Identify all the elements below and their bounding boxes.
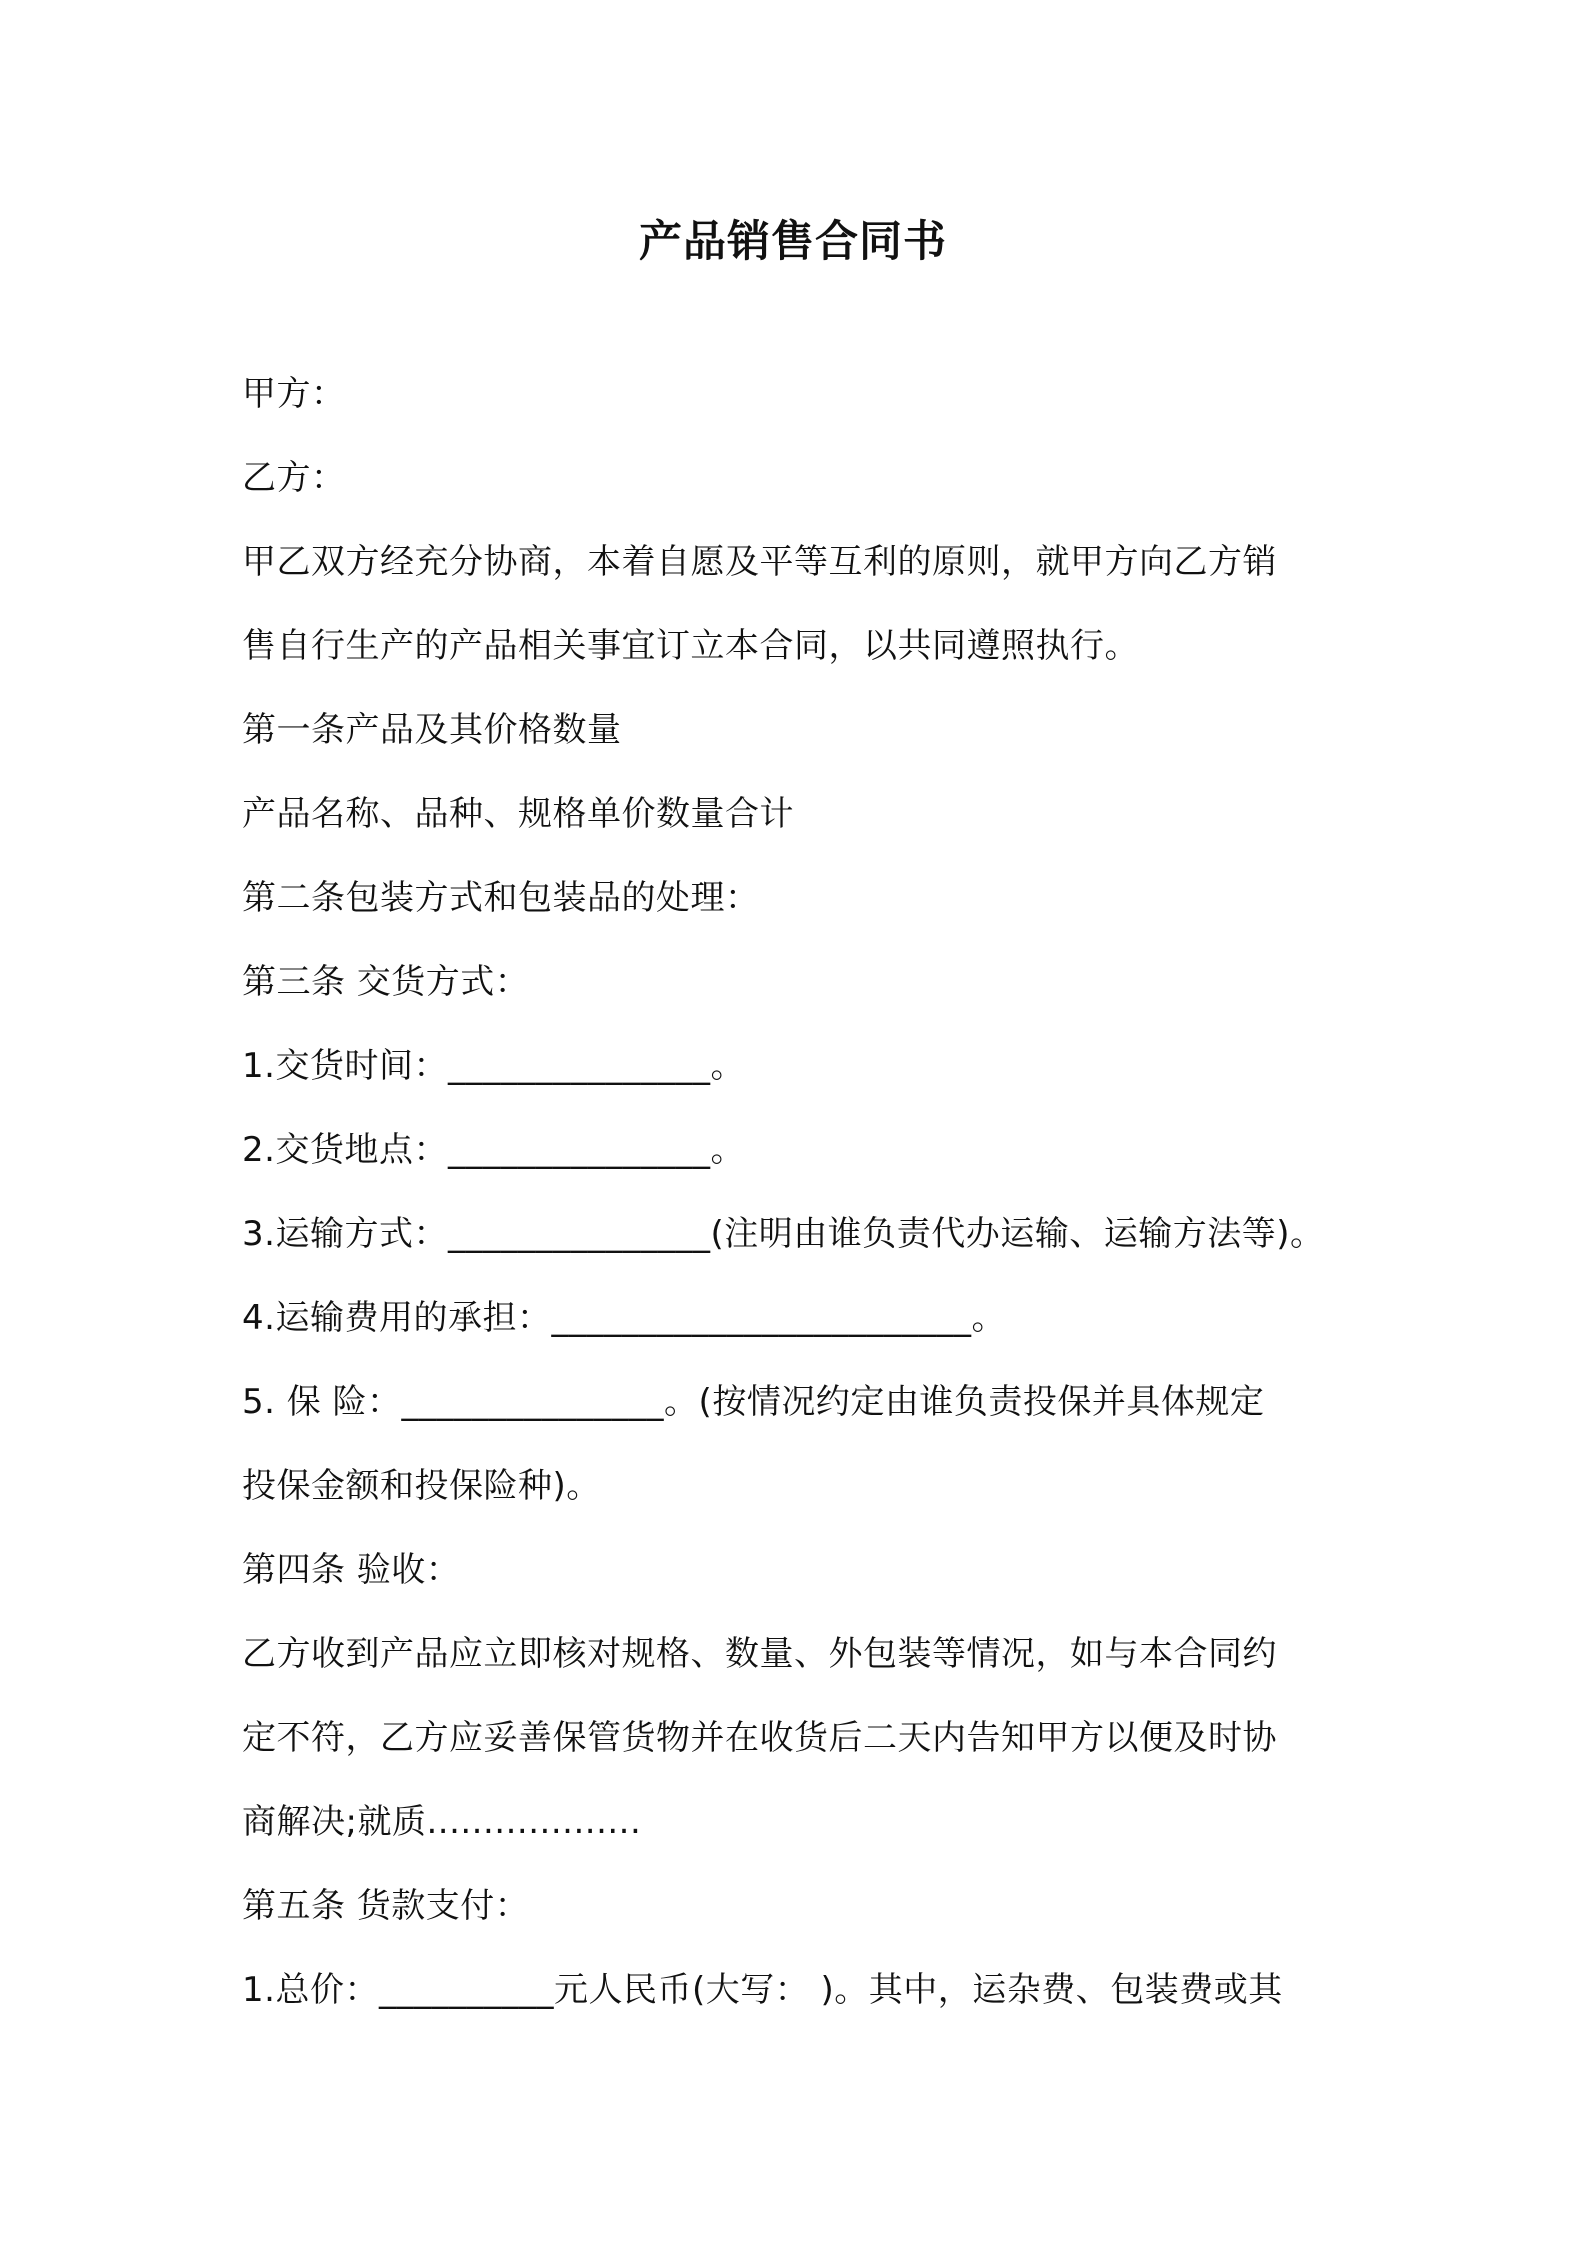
- insurance-line-2: 投保金额和投保险种)。: [242, 1466, 601, 1506]
- article-1-heading: 第一条产品及其价格数量: [242, 710, 622, 750]
- preamble-line-2: 售自行生产的产品相关事宜订立本合同，以共同遵照执行。: [242, 626, 1139, 666]
- acceptance-line-2: 定不符，乙方应妥善保管货物并在收货后二天内告知甲方以便及时协: [242, 1718, 1277, 1758]
- article-1-columns: 产品名称、品种、规格单价数量合计: [242, 794, 794, 834]
- article-4-heading: 第四条 验收：: [242, 1550, 461, 1590]
- article-3-heading: 第三条 交货方式：: [242, 962, 530, 1002]
- acceptance-line-1: 乙方收到产品应立即核对规格、数量、外包装等情况，如与本合同约: [242, 1634, 1277, 1674]
- preamble-line-1: 甲乙双方经充分协商，本着自愿及平等互利的原则，就甲方向乙方销: [242, 542, 1277, 582]
- party-a-line: 甲方：: [242, 374, 346, 414]
- delivery-place-line: 2.交货地点：_______________。: [242, 1130, 745, 1170]
- total-price-line: 1.总价：__________元人民币(大写： )。其中，运杂费、包装费或其: [242, 1970, 1283, 2010]
- acceptance-line-3: 商解决;就质...................: [242, 1802, 642, 1842]
- document-title: 产品销售合同书: [639, 217, 947, 267]
- insurance-line-1: 5. 保 险：_______________。(按情况约定由谁负责投保并具体规定: [242, 1382, 1265, 1422]
- transport-method-line: 3.运输方式：_______________(注明由谁负责代办运输、运输方法等)。: [242, 1214, 1325, 1254]
- article-2-heading: 第二条包装方式和包装品的处理：: [242, 878, 760, 918]
- transport-cost-line: 4.运输费用的承担：________________________。: [242, 1298, 1006, 1338]
- article-5-heading: 第五条 货款支付：: [242, 1886, 530, 1926]
- delivery-time-line: 1.交货时间：_______________。: [242, 1046, 745, 1086]
- party-b-line: 乙方：: [242, 458, 346, 498]
